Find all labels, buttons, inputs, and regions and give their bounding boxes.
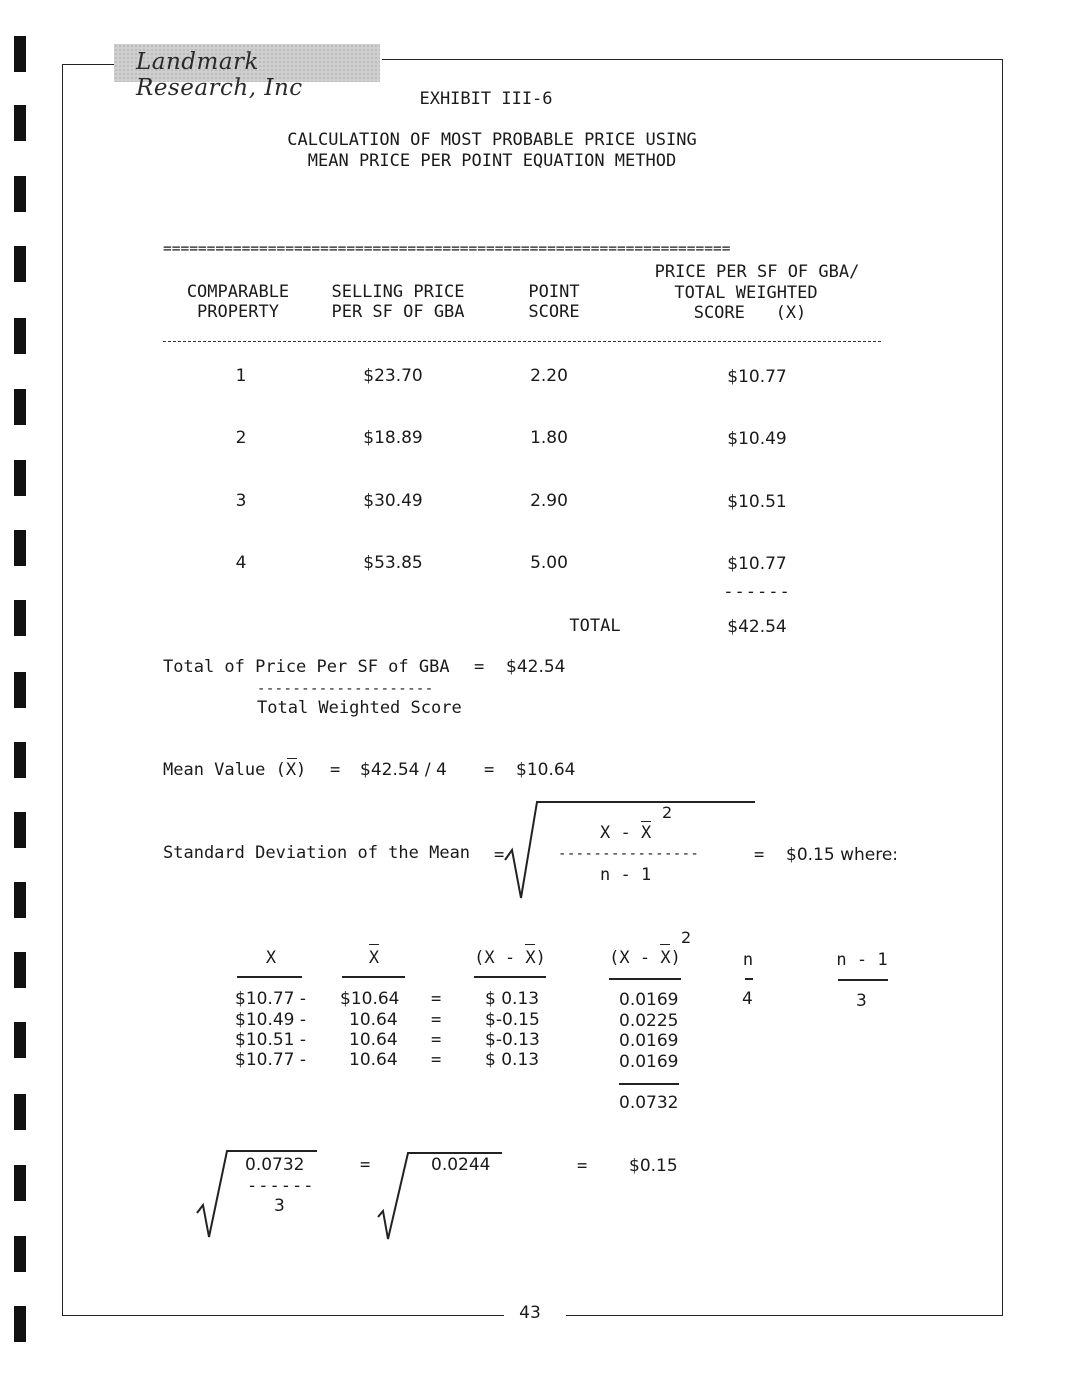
xbar-overline [369, 944, 379, 945]
cell-property: 2 [235, 428, 247, 448]
double-rule: ================================================================= [163, 242, 731, 257]
title-line-1: CALCULATION OF MOST PROBABLE PRICE USING [287, 130, 697, 150]
cell-score: 5.00 [530, 553, 568, 573]
cell-ppsf: $10.51 [727, 492, 787, 512]
calc-underline [609, 978, 681, 980]
calc-xbar: 10.64 [349, 1030, 398, 1050]
cell-ppsf: $10.77 [727, 367, 787, 387]
formula-rule: -------------------- [257, 681, 434, 697]
calc-eq: = [431, 1030, 442, 1050]
total-value: $42.54 [727, 617, 787, 637]
calc-diff: $-0.15 [485, 1010, 540, 1030]
company-logo [114, 44, 380, 101]
calc-xbar: $10.64 [340, 989, 400, 1009]
header-price-per-sf: PRICE PER SF OF GBA/ [654, 262, 860, 282]
formula-numerator: Total of Price Per SF of GBA [163, 657, 450, 677]
calc-xbar: 10.64 [349, 1050, 398, 1070]
calc-sq: 0.0169 [619, 1052, 679, 1072]
page-number: 43 [519, 1303, 541, 1323]
title-line-2: MEAN PRICE PER POINT EQUATION METHOD [307, 151, 677, 171]
cell-score: 1.80 [530, 428, 568, 448]
cell-ppsf: $10.49 [727, 429, 787, 449]
calc-eq: = [431, 1010, 442, 1030]
final-equals-2: = [577, 1156, 588, 1176]
mean-equals-2: = [484, 760, 495, 780]
calc-x: $10.77 - [235, 1050, 307, 1070]
cell-price: $53.85 [363, 553, 423, 573]
formula-value: $42.54 [506, 657, 566, 677]
calc-header-x: X [265, 948, 277, 968]
calc-x: $10.77 - [235, 989, 307, 1009]
mean-result: $10.64 [516, 760, 576, 780]
cell-property: 4 [235, 553, 247, 573]
stddev-numerator: X - X [600, 823, 652, 843]
stddev-exponent: 2 [662, 803, 673, 822]
calc-header-diff: (X - X) [474, 948, 546, 968]
final-numerator: 0.0732 [245, 1155, 305, 1175]
cell-price: $23.70 [363, 366, 423, 386]
final-denominator: 3 [274, 1196, 285, 1216]
stddev-rule: ---------------- [558, 846, 700, 862]
calc-header-sq: (X - X) [609, 948, 681, 968]
calc-header-sq-exp: 2 [681, 928, 692, 947]
header-per-sf: PER SF OF GBA [331, 302, 465, 322]
stddev-result: $0.15 where: [786, 845, 899, 865]
cell-price: $18.89 [363, 428, 423, 448]
frame-bottom-left [62, 1315, 504, 1316]
calc-sum-rule [619, 1083, 679, 1085]
cell-price: $30.49 [363, 491, 423, 511]
frame-left [62, 64, 63, 1316]
total-rule: ------ [723, 582, 791, 602]
calc-n-value: 4 [742, 989, 753, 1009]
header-rule [163, 341, 881, 342]
final-equals-1: = [360, 1155, 371, 1175]
header-total-weighted: TOTAL WEIGHTED [674, 283, 818, 303]
total-label: TOTAL [569, 616, 621, 636]
header-property: PROPERTY [197, 302, 279, 322]
mean-expression: $42.54 / 4 [360, 760, 447, 780]
frame-right [1002, 59, 1003, 1316]
header-score-x: SCORE (X) [693, 303, 807, 323]
calc-header-n-minus-1: n - 1 [836, 950, 888, 970]
frame-top-right [382, 59, 1002, 60]
stddev-equals-2: = [754, 845, 765, 865]
final-radicand: 0.0244 [431, 1155, 491, 1175]
calc-eq: = [431, 989, 442, 1009]
stddev-equals-1: = [494, 845, 505, 865]
formula-equals: = [474, 657, 485, 677]
cell-score: 2.20 [530, 366, 568, 386]
calc-underline [838, 979, 888, 981]
calc-xbar: 10.64 [349, 1010, 398, 1030]
calc-underline [745, 978, 753, 980]
calc-diff: $ 0.13 [485, 1050, 540, 1070]
frame-bottom-right [566, 1315, 1003, 1316]
header-comparable: COMPARABLE [186, 282, 290, 302]
calc-diff: $ 0.13 [485, 989, 540, 1009]
header-score: SCORE [528, 302, 580, 322]
calc-header-xbar: X [368, 948, 380, 968]
calc-x: $10.51 - [235, 1030, 307, 1050]
calc-n-minus-1-value: 3 [856, 991, 867, 1011]
cell-ppsf: $10.77 [727, 554, 787, 574]
stddev-denominator: n - 1 [600, 865, 652, 885]
calc-sq-total: 0.0732 [619, 1093, 679, 1113]
calc-header-n: n [742, 950, 754, 970]
cell-score: 2.90 [530, 491, 568, 511]
xbar-overline [287, 758, 297, 759]
calc-underline [342, 976, 405, 978]
xbar-overline [641, 821, 651, 822]
mean-equals-1: = [330, 760, 341, 780]
exhibit-title: EXHIBIT III-6 [419, 89, 553, 109]
final-rule: ------ [247, 1176, 315, 1196]
xbar-overline [660, 944, 670, 945]
xbar-overline [525, 944, 535, 945]
calc-underline [237, 976, 302, 978]
formula-denominator: Total Weighted Score [257, 698, 462, 718]
calc-sq: 0.0225 [619, 1011, 679, 1031]
cell-property: 3 [235, 491, 247, 511]
calc-diff: $-0.13 [485, 1030, 540, 1050]
calc-eq: = [431, 1050, 442, 1070]
header-selling-price: SELLING PRICE [331, 282, 465, 302]
calc-underline [474, 976, 546, 978]
cell-property: 1 [235, 366, 247, 386]
calc-sq: 0.0169 [619, 990, 679, 1010]
header-point: POINT [528, 282, 580, 302]
logo-text: Landmark Research, Inc [136, 49, 303, 101]
frame-top-left [62, 64, 114, 65]
mean-label: Mean Value (X) [163, 760, 307, 780]
stddev-label: Standard Deviation of the Mean [163, 843, 471, 863]
final-result: $0.15 [629, 1156, 678, 1176]
calc-sq: 0.0169 [619, 1031, 679, 1051]
calc-x: $10.49 - [235, 1010, 307, 1030]
